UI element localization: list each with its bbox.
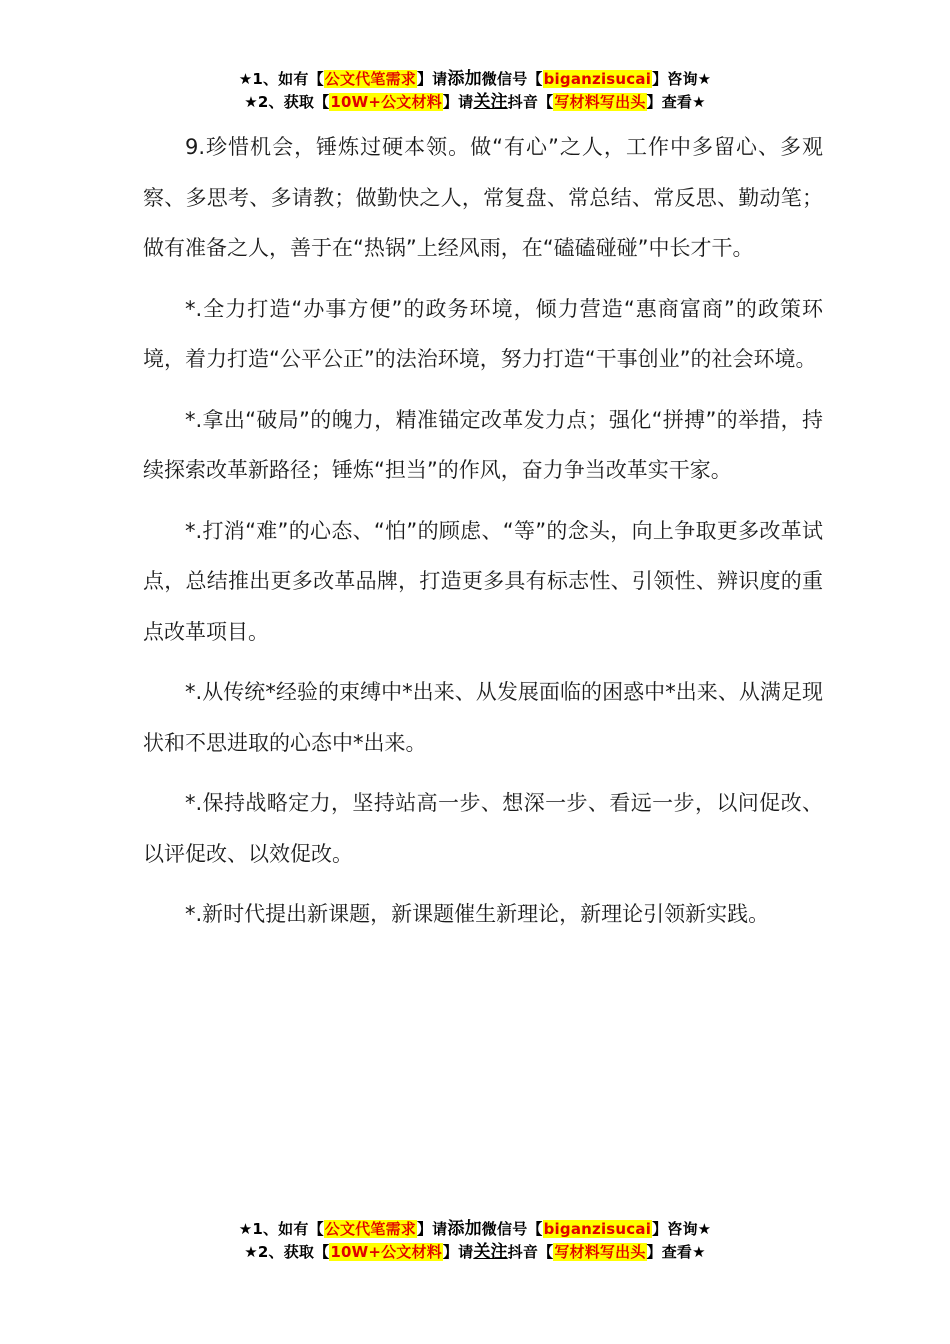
document-body (143, 122, 823, 950)
banner-text: ★2、获取【 (244, 1243, 330, 1261)
highlight-douyin-account: 写材料写出头 (554, 93, 646, 111)
banner-text: 】查看★ (646, 1243, 706, 1261)
highlight-ghostwriting: 公文代笔需求 (324, 70, 416, 88)
highlight-wechat-id: biganzisucai (543, 1220, 652, 1238)
banner-text: 】请 (442, 93, 474, 111)
banner-text: ★1、如有【 (238, 1220, 324, 1238)
paragraph-7: *.新时代提出新课题，新课题催生新理论，新理论引领新实践。 (185, 902, 770, 926)
banner-text: ★2、获取【 (244, 93, 330, 111)
banner-line-1 (0, 1218, 950, 1241)
banner-text: 】请 (416, 70, 448, 88)
banner-text: 抖音【 (507, 93, 554, 111)
highlight-douyin-account: 写材料写出头 (554, 1243, 646, 1261)
highlight-materials: 10W+公文材料 (330, 1243, 442, 1261)
banner-text: 微信号【 (481, 70, 543, 88)
paragraph-6: *.保持战略定力，坚持站高一步、想深一步、看远一步，以问促改、以评促改、以效促改。 (143, 791, 823, 866)
bottom-banner (0, 1218, 950, 1264)
banner-text: 】咨询★ (652, 70, 712, 88)
banner-text: 】查看★ (646, 93, 706, 111)
paragraph-1: 9.珍惜机会，锤炼过硬本领。做“有心”之人，工作中多留心、多观察、多思考、多请教；做勤快之人，常复盘、常总结、常反思、勤动笔；做有准备之人，善于在“热锅”上经风雨，在“磕磕碰碰”中长才干。 (143, 135, 823, 260)
highlight-materials: 10W+公文材料 (330, 93, 442, 111)
banner-emphasis: 添加 (447, 1219, 482, 1239)
banner-text: 微信号【 (481, 1220, 543, 1238)
banner-emphasis: 添加 (447, 69, 482, 89)
paragraph-2: *.全力打造“办事方便”的政务环境，倾力营造“惠商富商”的政策环境，着力打造“公平公正”的法治环境，努力打造“干事创业”的社会环境。 (143, 296, 823, 371)
banner-text: 】请 (416, 1220, 448, 1238)
banner-line-1 (0, 68, 950, 91)
banner-emphasis-underlined: 关注 (473, 92, 508, 112)
paragraph-3: *.拿出“破局”的魄力，精准锚定改革发力点；强化“拼搏”的举措，持续探索改革新路径；锤炼“担当”的作风，奋力争当改革实干家。 (143, 407, 823, 482)
paragraph-4: *.打消“难”的心态、“怕”的顾虑、“等”的念头，向上争取更多改革试点，总结推出更多改革品牌，打造更多具有标志性、引领性、辨识度的重点改革项目。 (143, 518, 823, 644)
banner-line-2 (0, 91, 950, 114)
highlight-ghostwriting: 公文代笔需求 (324, 1220, 416, 1238)
banner-text: 抖音【 (507, 1243, 554, 1261)
banner-emphasis-underlined: 关注 (473, 1242, 508, 1262)
highlight-wechat-id: biganzisucai (543, 70, 652, 88)
banner-text: 】请 (442, 1243, 474, 1261)
banner-text: 】咨询★ (652, 1220, 712, 1238)
paragraph-5: *.从传统*经验的束缚中*出来、从发展面临的困惑中*出来、从满足现状和不思进取的心态中*出来。 (143, 680, 823, 755)
top-banner (0, 68, 950, 114)
banner-text: ★1、如有【 (238, 70, 324, 88)
banner-line-2 (0, 1241, 950, 1264)
